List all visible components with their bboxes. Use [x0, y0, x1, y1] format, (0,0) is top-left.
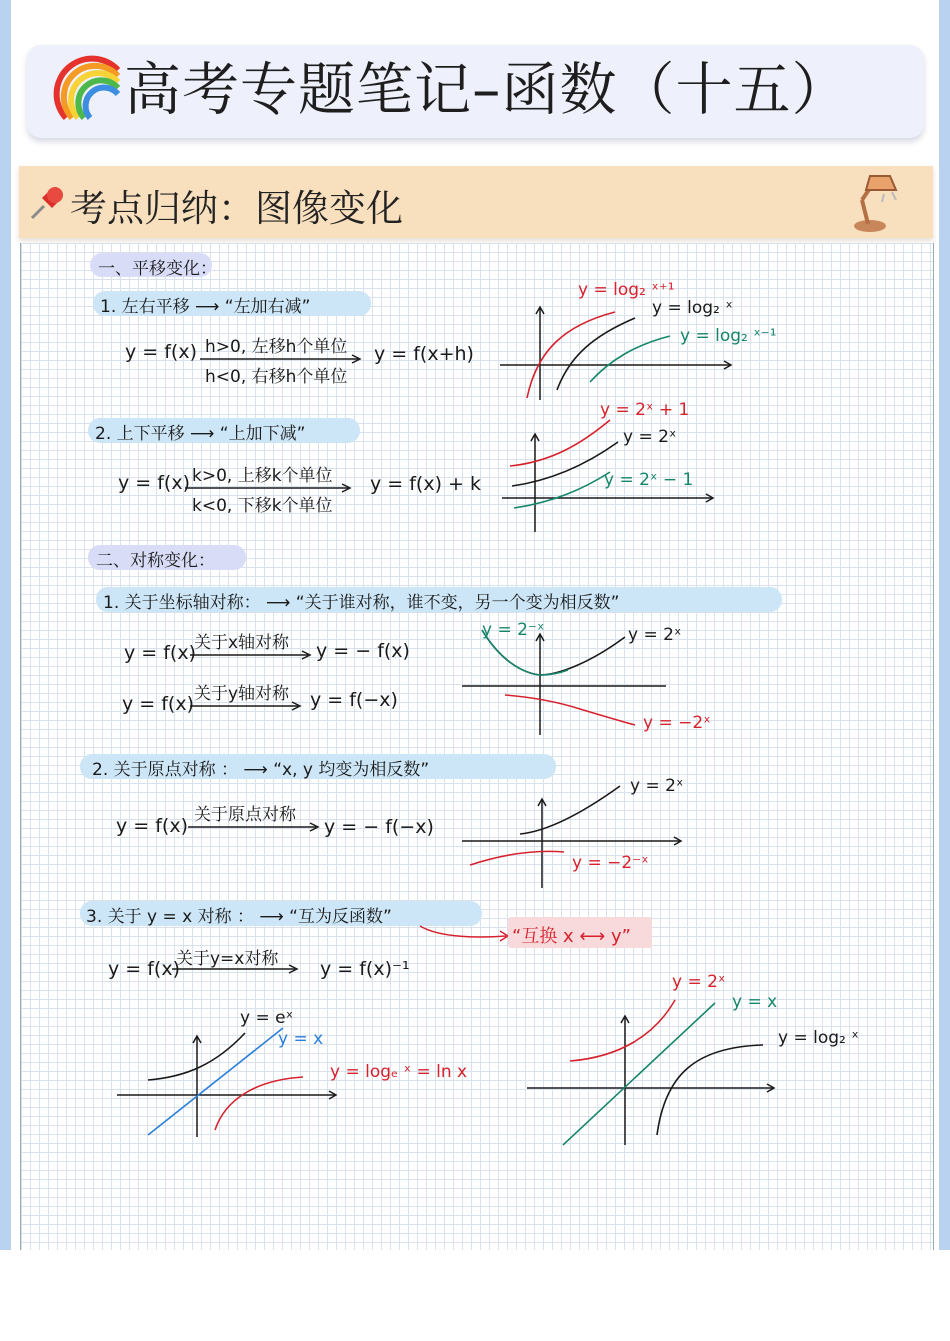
transform-arrow	[190, 702, 305, 710]
part1-item2-title: 2. 上下平移 ⟶ “上加下减”	[95, 424, 306, 444]
graph6-label-green: y = x	[732, 992, 778, 1012]
part1-item1-cond-bottom: h<0, 右移h个单位	[205, 367, 348, 387]
graph2-label-black: y = 2ˣ	[623, 427, 677, 447]
transform-arrow	[190, 651, 315, 659]
graph2-label-green: y = 2ˣ − 1	[604, 470, 694, 490]
part2-item3-to: y = f(x)⁻¹	[320, 958, 410, 980]
graph1-label-black: y = log₂ ˣ	[652, 298, 733, 318]
desk-lamp-icon	[848, 170, 904, 234]
right-margin-stripe	[939, 0, 950, 1250]
part1-item2-cond-bottom: k<0, 下移k个单位	[192, 496, 333, 516]
part1-item2-to: y = f(x) + k	[370, 473, 482, 495]
part1-item2-cond-top: k>0, 上移k个单位	[192, 466, 333, 486]
pushpin-icon	[28, 182, 68, 222]
graph3-label-red: y = −2ˣ	[643, 713, 711, 733]
part2-item2-to: y = − f(−x)	[324, 816, 434, 838]
note-arrow	[420, 926, 515, 946]
graph5-label-red: y = logₑ ˣ = ln x	[330, 1062, 468, 1082]
transform-arrow	[188, 823, 323, 831]
graph-exp-shift	[500, 400, 720, 535]
part2-heading: 二、对称变化：	[96, 551, 215, 571]
part2-item3-cond: 关于y=x对称	[176, 949, 279, 969]
graph6-label-red: y = 2ˣ	[672, 972, 726, 992]
graph2-label-red: y = 2ˣ + 1	[600, 400, 690, 420]
graph3-label-black: y = 2ˣ	[628, 625, 682, 645]
part2-item3-from: y = f(x)	[108, 958, 181, 980]
part1-item2-from: y = f(x)	[118, 472, 191, 494]
part2-item1-row1-cond: 关于x轴对称	[194, 633, 290, 653]
graph4-label-red: y = −2⁻ˣ	[572, 853, 649, 873]
graph-exp-log2	[525, 995, 780, 1150]
page-title: 高考专题笔记–函数（十五）	[124, 57, 850, 123]
left-margin-stripe	[0, 0, 11, 1250]
graph5-label-black: y = eˣ	[240, 1008, 294, 1028]
part1-item1-cond-top: h>0, 左移h个单位	[205, 337, 348, 357]
part2-item1-row1-to: y = − f(x)	[316, 640, 410, 662]
part1-item1-from: y = f(x)	[125, 341, 198, 363]
part2-item1-row2-to: y = f(−x)	[310, 689, 398, 711]
part2-item2-from: y = f(x)	[116, 815, 189, 837]
part2-item1-row2-from: y = f(x)	[122, 693, 195, 715]
graph6-label-black: y = log₂ ˣ	[778, 1028, 859, 1048]
part2-item3-title: 3. 关于 y = x 对称 ： ⟶ “互为反函数”	[86, 907, 392, 927]
part2-item2-title: 2. 关于原点对称 ： ⟶ “x, y 均变为相反数”	[92, 760, 430, 780]
transform-arrow	[172, 965, 302, 973]
graph-origin-symmetry	[460, 780, 690, 890]
graph1-label-red: y = log₂ ˣ⁺¹	[578, 280, 675, 300]
part1-item1-to: y = f(x+h)	[374, 343, 474, 365]
part2-item1-row1-from: y = f(x)	[124, 642, 197, 664]
graph1-label-green: y = log₂ ˣ⁻¹	[680, 326, 777, 346]
graph3-label-green: y = 2⁻ˣ	[482, 620, 545, 640]
part2-item1-row2-cond: 关于y轴对称	[194, 684, 290, 704]
rainbow-icon	[62, 60, 122, 120]
part2-item1-title: 1. 关于坐标轴对称： ⟶ “关于谁对称，谁不变，另一个变为相反数”	[103, 593, 620, 613]
part1-item1-title: 1. 左右平移 ⟶ “左加右减”	[100, 297, 311, 317]
section-title: 考点归纳：图像变化	[70, 187, 403, 230]
graph5-label-blue: y = x	[278, 1029, 324, 1049]
graph4-label-black: y = 2ˣ	[630, 776, 684, 796]
part2-item2-cond: 关于原点对称	[194, 805, 296, 825]
part2-item3-note: “互换 x ⟷ y”	[512, 926, 631, 947]
part1-heading: 一、平移变化：	[98, 259, 217, 279]
